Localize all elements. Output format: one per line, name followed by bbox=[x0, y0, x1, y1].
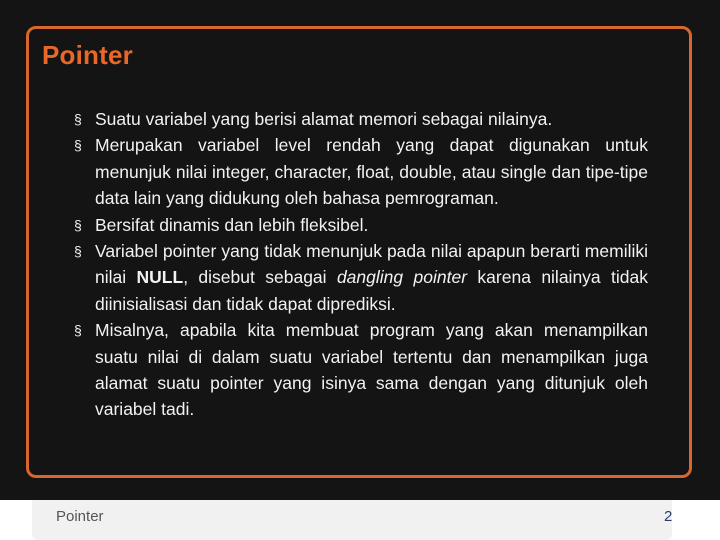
bullet-text-part: karena nilainya tidak diinisialisasi dan tidak dapat diprediksi. bbox=[95, 267, 649, 314]
bullet-item bbox=[74, 212, 648, 238]
bullet-icon: § bbox=[74, 322, 82, 339]
slide-title: Pointer bbox=[42, 40, 133, 70]
bullet-text: Suatu variabel yang berisi alamat memori sebagai nilainya. bbox=[95, 109, 553, 129]
bullet-text: Bersifat dinamis dan lebih fleksibel. bbox=[95, 214, 369, 235]
bullet-icon: § bbox=[74, 216, 82, 233]
bullet-text: Misalnya, apabila kita membuat program yang akan menampilkan suatu nilai di dalam suatu variabel tertentu dan menampilkan juga alamat suatu pointer yang isinya sama dengan yang ditunjuk oleh variabel tadi. bbox=[95, 320, 648, 420]
null-keyword: NULL bbox=[136, 267, 184, 288]
bullet-item bbox=[74, 106, 648, 132]
footer-title: Pointer bbox=[56, 508, 104, 525]
bullet-item bbox=[74, 238, 648, 317]
dangling-pointer-term: dangling pointer bbox=[336, 267, 468, 288]
page-number: 2 bbox=[664, 508, 673, 525]
bullet-list bbox=[74, 106, 648, 423]
bullet-icon: § bbox=[74, 111, 82, 127]
bullet-icon: § bbox=[74, 243, 82, 260]
bullet-item bbox=[74, 132, 648, 211]
bullet-text-part: Variabel pointer yang tidak menunjuk pada nilai apapun berarti memiliki nilai bbox=[95, 241, 648, 288]
bullet-text: Merupakan variabel level rendah yang dapat digunakan untuk menunjuk nilai integer, character, float, double, atau single dan tipe-tipe data lain yang didukung oleh bahasa pemrograman. bbox=[95, 135, 648, 209]
bullet-icon: § bbox=[74, 137, 82, 154]
footer-panel bbox=[32, 500, 672, 540]
bullet-item bbox=[74, 317, 648, 423]
bullet-text-part: , disebut sebagai bbox=[183, 267, 337, 288]
